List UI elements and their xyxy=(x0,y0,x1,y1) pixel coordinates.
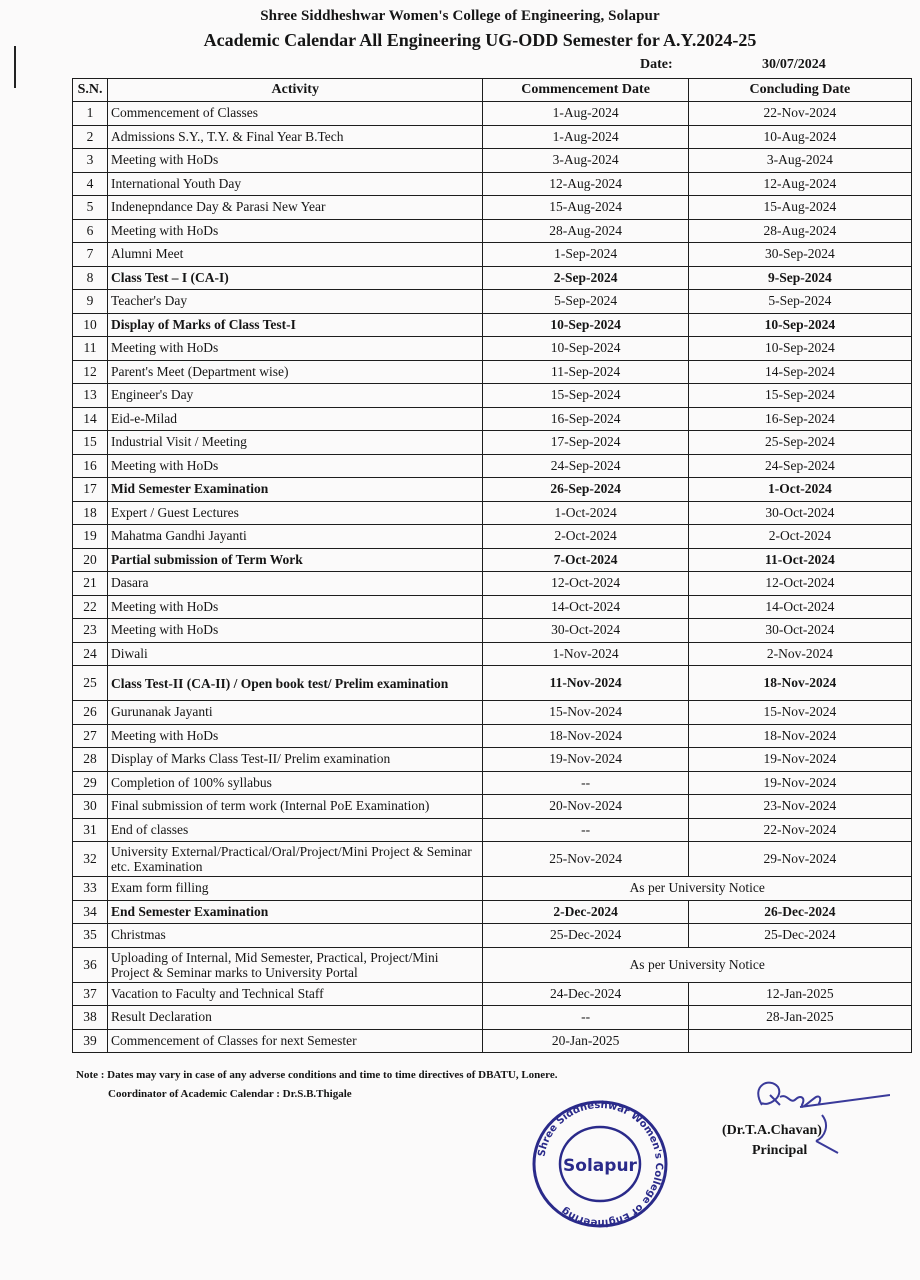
table-row xyxy=(73,900,912,924)
principal-name: (Dr.T.A.Chavan) xyxy=(722,1123,822,1138)
concluding-date-cell: 5-Sep-2024 xyxy=(688,290,911,314)
table-row xyxy=(73,595,912,619)
commencement-date-cell: 3-Aug-2024 xyxy=(483,149,688,173)
commencement-date-cell: 10-Sep-2024 xyxy=(483,313,688,337)
commencement-date-cell: 2-Sep-2024 xyxy=(483,266,688,290)
commencement-date-cell: 18-Nov-2024 xyxy=(483,724,688,748)
coordinator-line: Coordinator of Academic Calendar : Dr.S.B.Thigale xyxy=(108,1088,352,1100)
commencement-date-cell: 14-Oct-2024 xyxy=(483,595,688,619)
table-row xyxy=(73,724,912,748)
commencement-date-cell: 12-Aug-2024 xyxy=(483,172,688,196)
serial-number-cell: 14 xyxy=(73,407,108,431)
activity-cell: Eid-e-Milad xyxy=(108,407,483,431)
activity-cell: Meeting with HoDs xyxy=(108,619,483,643)
commencement-date-cell: -- xyxy=(483,771,688,795)
commencement-date-cell: 25-Dec-2024 xyxy=(483,924,688,948)
commencement-date-cell: 20-Jan-2025 xyxy=(483,1029,688,1053)
commencement-date-cell: 1-Aug-2024 xyxy=(483,125,688,149)
activity-cell: Commencement of Classes xyxy=(108,102,483,126)
commencement-date-cell: 1-Sep-2024 xyxy=(483,243,688,267)
concluding-date-cell: 25-Sep-2024 xyxy=(688,431,911,455)
activity-cell: Meeting with HoDs xyxy=(108,454,483,478)
activity-cell: Uploading of Internal, Mid Semester, Practical, Project/Mini Project & Seminar marks to University Portal xyxy=(108,947,483,982)
commencement-date-cell: 20-Nov-2024 xyxy=(483,795,688,819)
concluding-date-cell: 12-Jan-2025 xyxy=(688,982,911,1006)
commencement-date-cell: 26-Sep-2024 xyxy=(483,478,688,502)
table-row xyxy=(73,795,912,819)
table-row xyxy=(73,877,912,901)
table-row xyxy=(73,431,912,455)
commencement-date-cell: -- xyxy=(483,1006,688,1030)
commencement-date-cell: 19-Nov-2024 xyxy=(483,748,688,772)
table-row xyxy=(73,407,912,431)
activity-cell: Alumni Meet xyxy=(108,243,483,267)
serial-number-cell: 28 xyxy=(73,748,108,772)
commencement-date-cell: 24-Dec-2024 xyxy=(483,982,688,1006)
concluding-date-cell: 29-Nov-2024 xyxy=(688,842,911,877)
concluding-date-cell: 19-Nov-2024 xyxy=(688,771,911,795)
date-span-cell: As per University Notice xyxy=(483,947,912,982)
activity-cell: Teacher's Day xyxy=(108,290,483,314)
concluding-date-cell: 12-Aug-2024 xyxy=(688,172,911,196)
table-row xyxy=(73,1006,912,1030)
serial-number-cell: 21 xyxy=(73,572,108,596)
activity-cell: Partial submission of Term Work xyxy=(108,548,483,572)
table-row xyxy=(73,337,912,361)
serial-number-cell: 5 xyxy=(73,196,108,220)
serial-number-cell: 3 xyxy=(73,149,108,173)
concluding-date-cell: 19-Nov-2024 xyxy=(688,748,911,772)
serial-number-cell: 27 xyxy=(73,724,108,748)
concluding-date-cell: 30-Oct-2024 xyxy=(688,501,911,525)
table-header-row xyxy=(73,79,912,102)
activity-cell: Meeting with HoDs xyxy=(108,595,483,619)
concluding-date-cell: 28-Aug-2024 xyxy=(688,219,911,243)
college-seal xyxy=(529,1098,671,1230)
commencement-date-cell: 10-Sep-2024 xyxy=(483,337,688,361)
commencement-date-cell: 2-Oct-2024 xyxy=(483,525,688,549)
activity-cell: Diwali xyxy=(108,642,483,666)
serial-number-cell: 26 xyxy=(73,701,108,725)
commencement-date-cell: 30-Oct-2024 xyxy=(483,619,688,643)
activity-cell: End of classes xyxy=(108,818,483,842)
commencement-date-cell: 15-Aug-2024 xyxy=(483,196,688,220)
activity-cell: Gurunanak Jayanti xyxy=(108,701,483,725)
activity-cell: Completion of 100% syllabus xyxy=(108,771,483,795)
seal-outer-text: Shree Siddheshwar Women's College of Engineering xyxy=(536,1099,665,1229)
concluding-date-cell: 15-Aug-2024 xyxy=(688,196,911,220)
calendar-table xyxy=(72,78,912,1053)
concluding-date-cell: 25-Dec-2024 xyxy=(688,924,911,948)
activity-cell: International Youth Day xyxy=(108,172,483,196)
table-row xyxy=(73,701,912,725)
table-row xyxy=(73,243,912,267)
concluding-date-cell: 23-Nov-2024 xyxy=(688,795,911,819)
table-row xyxy=(73,982,912,1006)
activity-cell: Vacation to Faculty and Technical Staff xyxy=(108,982,483,1006)
concluding-date-cell: 11-Oct-2024 xyxy=(688,548,911,572)
concluding-date-cell: 18-Nov-2024 xyxy=(688,724,911,748)
commencement-date-cell: 28-Aug-2024 xyxy=(483,219,688,243)
column-header-activity: Activity xyxy=(108,79,483,102)
table-row xyxy=(73,1029,912,1053)
commencement-date-cell: 5-Sep-2024 xyxy=(483,290,688,314)
signature-stroke xyxy=(758,1083,890,1107)
concluding-date-cell: 3-Aug-2024 xyxy=(688,149,911,173)
commencement-date-cell: 1-Oct-2024 xyxy=(483,501,688,525)
activity-cell: Dasara xyxy=(108,572,483,596)
concluding-date-cell: 9-Sep-2024 xyxy=(688,266,911,290)
activity-cell: Final submission of term work (Internal PoE Examination) xyxy=(108,795,483,819)
serial-number-cell: 34 xyxy=(73,900,108,924)
activity-cell: Exam form filling xyxy=(108,877,483,901)
commencement-date-cell: 16-Sep-2024 xyxy=(483,407,688,431)
concluding-date-cell: 28-Jan-2025 xyxy=(688,1006,911,1030)
serial-number-cell: 36 xyxy=(73,947,108,982)
commencement-date-cell: 7-Oct-2024 xyxy=(483,548,688,572)
concluding-date-cell: 10-Sep-2024 xyxy=(688,337,911,361)
table-row xyxy=(73,360,912,384)
serial-number-cell: 31 xyxy=(73,818,108,842)
concluding-date-cell: 10-Aug-2024 xyxy=(688,125,911,149)
seal-center-text: Solapur xyxy=(563,1156,637,1176)
table-row xyxy=(73,219,912,243)
concluding-date-cell: 26-Dec-2024 xyxy=(688,900,911,924)
table-row xyxy=(73,548,912,572)
serial-number-cell: 29 xyxy=(73,771,108,795)
table-row xyxy=(73,619,912,643)
concluding-date-cell: 24-Sep-2024 xyxy=(688,454,911,478)
activity-cell: Meeting with HoDs xyxy=(108,724,483,748)
table-row xyxy=(73,666,912,701)
concluding-date-cell: 15-Sep-2024 xyxy=(688,384,911,408)
serial-number-cell: 11 xyxy=(73,337,108,361)
activity-cell: Meeting with HoDs xyxy=(108,337,483,361)
date-label: Date: xyxy=(640,57,673,72)
activity-cell: Meeting with HoDs xyxy=(108,149,483,173)
activity-cell: Class Test-II (CA-II) / Open book test/ Prelim examination xyxy=(108,666,483,701)
table-row xyxy=(73,924,912,948)
concluding-date-cell: 12-Oct-2024 xyxy=(688,572,911,596)
concluding-date-cell: 22-Nov-2024 xyxy=(688,818,911,842)
concluding-date-cell: 16-Sep-2024 xyxy=(688,407,911,431)
serial-number-cell: 16 xyxy=(73,454,108,478)
commencement-date-cell: 1-Aug-2024 xyxy=(483,102,688,126)
commencement-date-cell: 17-Sep-2024 xyxy=(483,431,688,455)
serial-number-cell: 4 xyxy=(73,172,108,196)
table-row xyxy=(73,125,912,149)
activity-cell: Class Test – I (CA-I) xyxy=(108,266,483,290)
commencement-date-cell: 2-Dec-2024 xyxy=(483,900,688,924)
commencement-date-cell: 1-Nov-2024 xyxy=(483,642,688,666)
margin-mark xyxy=(14,46,16,88)
activity-cell: Christmas xyxy=(108,924,483,948)
commencement-date-cell: 15-Nov-2024 xyxy=(483,701,688,725)
serial-number-cell: 17 xyxy=(73,478,108,502)
table-row xyxy=(73,266,912,290)
serial-number-cell: 37 xyxy=(73,982,108,1006)
principal-title: Principal xyxy=(752,1143,808,1158)
activity-cell: Parent's Meet (Department wise) xyxy=(108,360,483,384)
serial-number-cell: 10 xyxy=(73,313,108,337)
serial-number-cell: 1 xyxy=(73,102,108,126)
serial-number-cell: 23 xyxy=(73,619,108,643)
commencement-date-cell: 11-Sep-2024 xyxy=(483,360,688,384)
activity-cell: Meeting with HoDs xyxy=(108,219,483,243)
date-span-cell: As per University Notice xyxy=(483,877,912,901)
concluding-date-cell: 2-Nov-2024 xyxy=(688,642,911,666)
commencement-date-cell: -- xyxy=(483,818,688,842)
concluding-date-cell: 1-Oct-2024 xyxy=(688,478,911,502)
column-header-concluding: Concluding Date xyxy=(688,79,911,102)
serial-number-cell: 15 xyxy=(73,431,108,455)
table-row xyxy=(73,501,912,525)
serial-number-cell: 7 xyxy=(73,243,108,267)
concluding-date-cell: 10-Sep-2024 xyxy=(688,313,911,337)
concluding-date-cell: 22-Nov-2024 xyxy=(688,102,911,126)
table-row xyxy=(73,642,912,666)
table-row xyxy=(73,525,912,549)
concluding-date-cell: 14-Oct-2024 xyxy=(688,595,911,619)
serial-number-cell: 35 xyxy=(73,924,108,948)
activity-cell: Mid Semester Examination xyxy=(108,478,483,502)
serial-number-cell: 20 xyxy=(73,548,108,572)
date-value: 30/07/2024 xyxy=(762,57,826,72)
commencement-date-cell: 15-Sep-2024 xyxy=(483,384,688,408)
table-row xyxy=(73,384,912,408)
serial-number-cell: 30 xyxy=(73,795,108,819)
table-row xyxy=(73,290,912,314)
concluding-date-cell: 30-Oct-2024 xyxy=(688,619,911,643)
table-row xyxy=(73,149,912,173)
activity-cell: Expert / Guest Lectures xyxy=(108,501,483,525)
activity-cell: Admissions S.Y., T.Y. & Final Year B.Tech xyxy=(108,125,483,149)
table-row xyxy=(73,818,912,842)
serial-number-cell: 6 xyxy=(73,219,108,243)
table-row xyxy=(73,454,912,478)
activity-cell: Result Declaration xyxy=(108,1006,483,1030)
serial-number-cell: 25 xyxy=(73,666,108,701)
table-row xyxy=(73,771,912,795)
concluding-date-cell: 14-Sep-2024 xyxy=(688,360,911,384)
commencement-date-cell: 11-Nov-2024 xyxy=(483,666,688,701)
table-row xyxy=(73,947,912,982)
serial-number-cell: 22 xyxy=(73,595,108,619)
footer-note: Note : Dates may vary in case of any adverse conditions and time to time directives of DBATU, Lonere. xyxy=(76,1069,558,1081)
table-row xyxy=(73,572,912,596)
table-row xyxy=(73,478,912,502)
activity-cell: University External/Practical/Oral/Project/Mini Project & Seminar etc. Examination xyxy=(108,842,483,877)
serial-number-cell: 8 xyxy=(73,266,108,290)
serial-number-cell: 39 xyxy=(73,1029,108,1053)
serial-number-cell: 13 xyxy=(73,384,108,408)
activity-cell: Display of Marks of Class Test-I xyxy=(108,313,483,337)
column-header-commencement: Commencement Date xyxy=(483,79,688,102)
table-row xyxy=(73,748,912,772)
activity-cell: End Semester Examination xyxy=(108,900,483,924)
activity-cell: Display of Marks Class Test-II/ Prelim examination xyxy=(108,748,483,772)
concluding-date-cell: 18-Nov-2024 xyxy=(688,666,911,701)
serial-number-cell: 12 xyxy=(73,360,108,384)
activity-cell: Commencement of Classes for next Semester xyxy=(108,1029,483,1053)
commencement-date-cell: 24-Sep-2024 xyxy=(483,454,688,478)
activity-cell: Indenepndance Day & Parasi New Year xyxy=(108,196,483,220)
concluding-date-cell: 30-Sep-2024 xyxy=(688,243,911,267)
serial-number-cell: 38 xyxy=(73,1006,108,1030)
serial-number-cell: 9 xyxy=(73,290,108,314)
table-row xyxy=(73,196,912,220)
serial-number-cell: 33 xyxy=(73,877,108,901)
commencement-date-cell: 12-Oct-2024 xyxy=(483,572,688,596)
column-header-sn: S.N. xyxy=(73,79,108,102)
activity-cell: Engineer's Day xyxy=(108,384,483,408)
activity-cell: Industrial Visit / Meeting xyxy=(108,431,483,455)
concluding-date-cell xyxy=(688,1029,911,1053)
serial-number-cell: 32 xyxy=(73,842,108,877)
activity-cell: Mahatma Gandhi Jayanti xyxy=(108,525,483,549)
serial-number-cell: 2 xyxy=(73,125,108,149)
concluding-date-cell: 2-Oct-2024 xyxy=(688,525,911,549)
serial-number-cell: 24 xyxy=(73,642,108,666)
table-row xyxy=(73,172,912,196)
commencement-date-cell: 25-Nov-2024 xyxy=(483,842,688,877)
document-title: Academic Calendar All Engineering UG-ODD Semester for A.Y.2024-25 xyxy=(203,30,757,50)
table-row xyxy=(73,102,912,126)
table-row xyxy=(73,313,912,337)
serial-number-cell: 19 xyxy=(73,525,108,549)
institution-name: Shree Siddheshwar Women's College of Engineering, Solapur xyxy=(260,8,660,24)
concluding-date-cell: 15-Nov-2024 xyxy=(688,701,911,725)
table-row xyxy=(73,842,912,877)
serial-number-cell: 18 xyxy=(73,501,108,525)
